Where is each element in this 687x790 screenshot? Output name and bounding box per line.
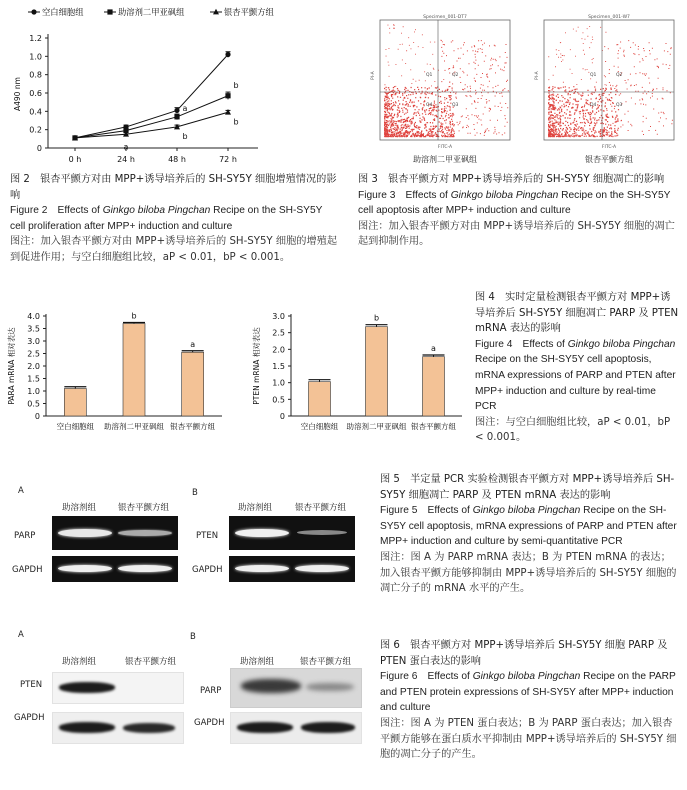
fig4b-sig-label: a	[431, 344, 436, 353]
fig4b-y-tick-label: 0.5	[272, 395, 285, 405]
fig4b-category-label: 助溶剂二甲亚砜组	[346, 422, 407, 431]
fig5-row-pten: PTEN	[196, 531, 219, 541]
fig2-y-tick-label: 0	[36, 144, 42, 153]
fig3-axis-x: FITC-A	[601, 145, 617, 150]
fig3-panel-title: Specimen_001-DT7	[423, 15, 467, 20]
fig6-blot-parp	[230, 668, 362, 708]
fig6-caption-en: Figure 6 Effects of Ginkgo biloba Pingchan Recipe on the PARP and PTEN protein expressions of SH-SY5Y after MPP+ induction and culture	[380, 671, 676, 714]
fig2-series-line	[75, 55, 228, 138]
fig2-y-tick-label: 0.4	[29, 107, 42, 117]
fig4b-category-label: 空白细胞组	[300, 422, 339, 431]
fig2-y-tick-label: 1.0	[29, 52, 42, 62]
fig5-col2-label: 银杏平颤方组	[118, 503, 170, 513]
fig2-sig-label: a	[182, 103, 188, 113]
fig2-series-line	[75, 96, 228, 138]
fig6-col1-label-b: 助溶剂组	[240, 657, 275, 667]
fig3-axis-y: PI-A	[371, 71, 376, 80]
fig6-row-pten: PTEN	[20, 680, 43, 690]
fig4-bar-chart-parp	[0, 300, 230, 450]
fig3-quad-label: Q3	[616, 103, 623, 108]
fig4b-y-axis-label: PTEN mRNA 相对表达	[252, 327, 261, 405]
fig4b-bar	[423, 357, 445, 416]
fig2-y-axis-label: A490 nm	[13, 77, 22, 111]
fig4b-y-tick-label: 1.0	[272, 378, 285, 388]
fig3-scatter-svg	[360, 10, 680, 170]
fig6-caption	[380, 638, 680, 763]
fig4b-y-tick-label: 2.5	[272, 328, 285, 338]
fig6-panel-a-label: A	[18, 630, 24, 640]
fig4-caption	[475, 290, 680, 446]
fig2-legend-label: 空白细胞组	[42, 7, 84, 17]
fig3-panel-title: Specimen_001-W7	[588, 15, 630, 20]
fig5-col1-label-b: 助溶剂组	[238, 503, 273, 513]
fig2-x-tick-label: 0 h	[68, 155, 82, 164]
fig5-gel-pten	[229, 516, 355, 550]
fig5-gel-gapdh-a	[52, 556, 178, 582]
fig4b-sig-label: b	[373, 313, 380, 323]
fig4a-category-label: 银杏平颤方组	[170, 422, 216, 431]
fig4a-y-tick-label: 0.5	[27, 399, 40, 409]
fig3-quad-label: Q4	[426, 103, 433, 108]
fig5-panel-b-label: B	[192, 488, 198, 498]
fig4a-y-tick-label: 2.5	[27, 349, 40, 359]
fig4-caption-zh: 图 4 实时定量检测银杏平颤方对 MPP+诱导培养后 SH-SY5Y 细胞凋亡 PARP 及 PTEN mRNA 表达的影响	[475, 292, 679, 335]
fig6-row-gapdh-a: GAPDH	[14, 713, 45, 723]
fig2-caption-en: Figure 2 Effects of Ginkgo biloba Pingchan Recipe on the SH-SY5Y cell proliferation after MPP+ induction and culture	[10, 205, 323, 232]
fig3-axis-y: PI-A	[535, 71, 540, 80]
fig5-caption-en: Figure 5 Effects of Ginkgo biloba Pingchan Recipe on the SH-SY5Y cell apoptosis, mRNA expressions of PARP and PTEN after MPP+ induction and culture by semi-quantitative PCR	[380, 505, 677, 548]
fig2-legend-label: 银杏平颤方组	[224, 7, 274, 17]
fig2-note: 图注：加入银杏平颤方对由 MPP+诱导培养后的 SH-SY5Y 细胞的增殖起到促进作用；与空白细胞组比较，aP < 0.01，bP < 0.001。	[10, 236, 338, 263]
fig2-x-tick-label: 72 h	[219, 155, 237, 164]
fig3-axis-x: FITC-A	[437, 145, 453, 150]
fig4a-bar	[64, 389, 86, 417]
fig5-caption-zh: 图 5 半定量 PCR 实验检测银杏平颤方对 MPP+诱导培养后 SH-SY5Y 细胞凋亡 PARP 及 PTEN mRNA 表达的影响	[380, 474, 675, 501]
fig3-quad-label: Q2	[452, 73, 459, 78]
fig2-data-point	[174, 114, 179, 119]
fig3-quad-label: Q1	[426, 73, 433, 78]
fig2-y-tick-label: 1.2	[29, 34, 42, 43]
fig3-panel-label: 银杏平颤方组	[585, 155, 633, 164]
fig5-col1-label: 助溶剂组	[62, 503, 97, 513]
fig2-data-point	[174, 108, 179, 113]
fig4a-y-tick-label: 1.0	[27, 387, 40, 396]
fig5-row-gapdh-b: GAPDH	[192, 565, 223, 575]
fig2-y-tick-label: 0.6	[29, 89, 42, 98]
fig2-legend-label: 助溶剂二甲亚砜组	[118, 7, 185, 17]
fig2-caption	[10, 172, 340, 266]
fig3-quad-label: Q2	[616, 73, 623, 78]
fig5-col2-label-b: 银杏平颤方组	[295, 503, 347, 513]
fig3-caption	[358, 172, 683, 250]
fig5-row-gapdh-a: GAPDH	[12, 565, 43, 575]
fig2-data-point	[225, 93, 230, 98]
fig4-bar-chart-pten	[245, 300, 470, 450]
fig4a-category-label: 空白细胞组	[56, 422, 95, 431]
fig2-caption-zh: 图 2 银杏平颤方对由 MPP+诱导培养后的 SH-SY5Y 细胞增殖情况的影响	[10, 174, 337, 201]
fig6-col2-label-b: 银杏平颤方组	[300, 657, 352, 667]
fig5-row-parp: PARP	[14, 531, 36, 541]
fig4a-y-tick-label: 2.0	[27, 362, 40, 371]
fig2-legend	[28, 7, 274, 17]
fig2-legend-marker	[107, 9, 112, 14]
fig4a-bar	[123, 324, 145, 417]
fig4b-y-tick-label: 1.5	[272, 362, 285, 371]
fig3-note: 图注：加入银杏平颤方对由 MPP+诱导培养后的 SH-SY5Y 细胞的凋亡起到抑制作用。	[358, 220, 675, 248]
fig4b-y-tick-label: 2.0	[272, 345, 285, 355]
fig2-x-tick-label: 48 h	[168, 155, 186, 164]
fig2-sig-label: b	[233, 80, 239, 90]
fig2-data-point	[225, 52, 230, 57]
fig6-col1-label: 助溶剂组	[62, 657, 97, 667]
fig4a-y-tick-label: 4.0	[27, 312, 40, 321]
fig2-sig-label: a	[123, 142, 129, 152]
fig3-quad-label: Q4	[590, 103, 597, 108]
fig2-sig-label: b	[233, 117, 239, 127]
fig2-y-tick-label: 0.8	[29, 70, 42, 80]
fig3-caption-zh: 图 3 银杏平颤方对 MPP+诱导培养后的 SH-SY5Y 细胞凋亡的影响	[358, 174, 665, 185]
fig4a-y-tick-label: 3.0	[27, 337, 40, 346]
fig2-x-tick-label: 24 h	[117, 155, 135, 164]
fig4a-y-tick-label: 0	[34, 412, 40, 421]
fig4a-y-axis-label: PARA mRNA 相对表达	[7, 327, 16, 405]
fig4a-bar	[182, 352, 204, 416]
fig2-series-line	[75, 112, 228, 138]
fig4a-sig-label: a	[190, 339, 196, 349]
fig4a-category-label: 助溶剂二甲亚砜组	[104, 422, 164, 431]
fig4a-y-tick-label: 3.5	[27, 324, 40, 334]
fig2-line-chart	[0, 0, 340, 172]
fig3-panel-label: 助溶剂二甲亚砜组	[413, 155, 477, 164]
fig4-caption-en: Figure 4 Effects of Ginkgo biloba Pingchan Recipe on the SH-SY5Y cell apoptosis, mRNA expressions of PARP and PTEN after MPP+ induction and culture by real-time PCR	[475, 338, 676, 413]
fig4a-y-tick-label: 1.5	[27, 374, 40, 384]
fig3-flow-panels	[360, 10, 680, 170]
fig6-row-gapdh-b: GAPDH	[194, 718, 225, 728]
fig4b-y-tick-label: 3.0	[272, 312, 285, 321]
fig4b-category-label: 银杏平颤方组	[411, 422, 456, 431]
fig4b-bar	[309, 382, 331, 416]
fig3-plot-frame	[544, 20, 674, 140]
fig2-y-tick-label: 0.2	[29, 125, 42, 135]
fig5-caption	[380, 472, 680, 597]
fig6-blot-gapdh-b	[230, 712, 362, 744]
fig6-panel-b-label: B	[190, 632, 196, 642]
fig2-legend-marker	[31, 9, 36, 14]
fig3-quad-label: Q1	[590, 73, 597, 78]
fig3-caption-en: Figure 3 Effects of Ginkgo biloba Pingchan Recipe on the SH-SY5Y cell apoptosis after MPP+ induction and culture	[358, 189, 671, 217]
fig6-blot-pten	[52, 672, 184, 704]
fig4-note: 图注：与空白细胞组比较，aP < 0.01，bP < 0.001。	[475, 416, 671, 444]
fig6-caption-zh: 图 6 银杏平颤方对 MPP+诱导培养后 SH-SY5Y 细胞 PARP 及 PTEN 蛋白表达的影响	[380, 640, 668, 667]
fig6-row-parp: PARP	[200, 686, 222, 696]
fig4b-bar	[366, 327, 388, 416]
fig5-gel-parp	[52, 516, 178, 550]
fig6-col2-label: 银杏平颤方组	[125, 657, 177, 667]
fig3-quad-label: Q3	[452, 103, 459, 108]
fig6-note: 图注：图 A 为 PTEN 蛋白表达；B 为 PARP 蛋白表达；加入银杏平颤方能够在蛋白质水平抑制由 MPP+诱导培养后的 SH-SY5Y 细胞的凋亡分子的产生。	[380, 717, 677, 761]
fig2-sig-label: b	[182, 131, 188, 141]
fig5-note: 图注：图 A 为 PARP mRNA 表达；B 为 PTEN mRNA 的表达；加入银杏平颤方能够抑制由 MPP+诱导培养后的 SH-SY5Y 细胞的凋亡分子的 mRNA 水平的产生。	[380, 551, 677, 595]
fig5-gel-gapdh-b	[229, 556, 355, 582]
fig5-panel-a-label: A	[18, 486, 24, 496]
fig6-blot-gapdh-a	[52, 712, 184, 744]
fig4a-sig-label: b	[131, 311, 137, 321]
fig4b-y-tick-label: 0	[279, 412, 285, 421]
fig2-data-point	[225, 109, 231, 115]
